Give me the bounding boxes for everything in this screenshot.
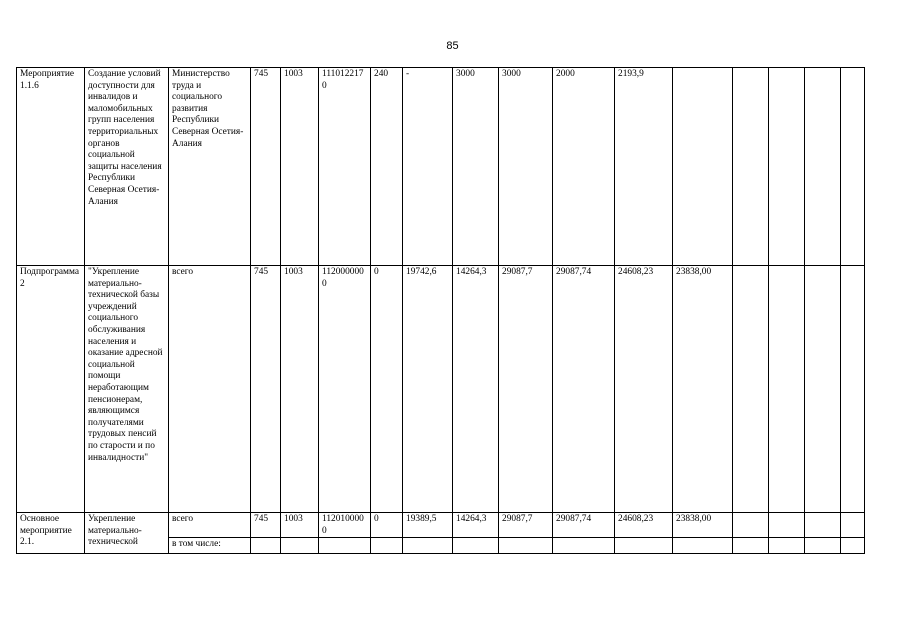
year-value-cell: 2193,9 xyxy=(615,68,673,266)
empty-cell xyxy=(733,538,769,554)
empty-cell xyxy=(841,513,865,538)
page-number: 85 xyxy=(446,40,459,52)
rzpr-cell: 1003 xyxy=(281,513,319,538)
activity-name-cell: Укрепление материально-технической xyxy=(85,513,169,554)
csr-cell: 1120000000 xyxy=(319,266,371,513)
year-value-cell xyxy=(733,68,769,266)
year-value-cell xyxy=(769,513,805,538)
activity-code-cell: Основное мероприятие 2.1. xyxy=(17,513,85,554)
empty-cell xyxy=(805,538,841,554)
year-value-cell: 23838,00 xyxy=(673,513,733,538)
year-value-cell xyxy=(769,266,805,513)
budget-table xyxy=(16,67,865,554)
executor-cell: всего xyxy=(169,513,251,538)
year-value-cell xyxy=(805,513,841,538)
year-value-cell: 24608,23 xyxy=(615,513,673,538)
year-value-cell: 3000 xyxy=(499,68,553,266)
year-value-cell xyxy=(805,68,841,266)
rzpr-cell: 1003 xyxy=(281,266,319,513)
vr-cell: 240 xyxy=(371,68,403,266)
activity-name-cell: Создание условий доступности для инвалидов и маломобильных групп населения территориальных органов социальной защиты населения Республики Северная Осетия-Алания xyxy=(85,68,169,266)
empty-cell xyxy=(769,538,805,554)
year-value-cell xyxy=(673,68,733,266)
rzpr-cell: 1003 xyxy=(281,68,319,266)
csr-cell: 1110122170 xyxy=(319,68,371,266)
table-row xyxy=(17,68,865,266)
activity-code-cell: Подпрограмма 2 xyxy=(17,266,85,513)
grbs-cell: 745 xyxy=(251,513,281,538)
empty-cell xyxy=(281,538,319,554)
empty-cell xyxy=(403,538,453,554)
empty-cell xyxy=(499,538,553,554)
year-value-cell: 2000 xyxy=(553,68,615,266)
year-value-cell: 29087,74 xyxy=(553,513,615,538)
table-row xyxy=(17,513,865,538)
empty-cell xyxy=(841,538,865,554)
empty-cell xyxy=(371,538,403,554)
table-row xyxy=(17,266,865,513)
executor-cell: всего xyxy=(169,266,251,513)
empty-cell xyxy=(841,266,865,513)
year-value-cell: 24608,23 xyxy=(615,266,673,513)
year-value-cell: 14264,3 xyxy=(453,266,499,513)
executor-cell: Министерство труда и социального развития Республики Северная Осетия-Алания xyxy=(169,68,251,266)
year-value-cell: - xyxy=(403,68,453,266)
empty-cell xyxy=(453,538,499,554)
vr-cell: 0 xyxy=(371,513,403,538)
year-value-cell: 3000 xyxy=(453,68,499,266)
year-value-cell xyxy=(733,266,769,513)
year-value-cell: 14264,3 xyxy=(453,513,499,538)
grbs-cell: 745 xyxy=(251,266,281,513)
year-value-cell: 19742,6 xyxy=(403,266,453,513)
vr-cell: 0 xyxy=(371,266,403,513)
year-value-cell: 19389,5 xyxy=(403,513,453,538)
empty-cell xyxy=(615,538,673,554)
year-value-cell: 23838,00 xyxy=(673,266,733,513)
csr-cell: 1120100000 xyxy=(319,513,371,538)
empty-cell xyxy=(553,538,615,554)
year-value-cell: 29087,74 xyxy=(553,266,615,513)
year-value-cell: 29087,7 xyxy=(499,513,553,538)
activity-name-cell: "Укрепление материально-технической базы учреждений социального обслуживания населения и оказание адресной социальной помощи неработающим пенсионерам, являющимся получателями трудовых пенсий по старости и по инвалидности" xyxy=(85,266,169,513)
empty-cell xyxy=(673,538,733,554)
executor-cell: в том числе: xyxy=(169,538,251,554)
year-value-cell xyxy=(769,68,805,266)
empty-cell xyxy=(251,538,281,554)
empty-cell xyxy=(319,538,371,554)
empty-cell xyxy=(841,68,865,266)
year-value-cell: 29087,7 xyxy=(499,266,553,513)
activity-code-cell: Мероприятие 1.1.6 xyxy=(17,68,85,266)
year-value-cell xyxy=(733,513,769,538)
grbs-cell: 745 xyxy=(251,68,281,266)
year-value-cell xyxy=(805,266,841,513)
